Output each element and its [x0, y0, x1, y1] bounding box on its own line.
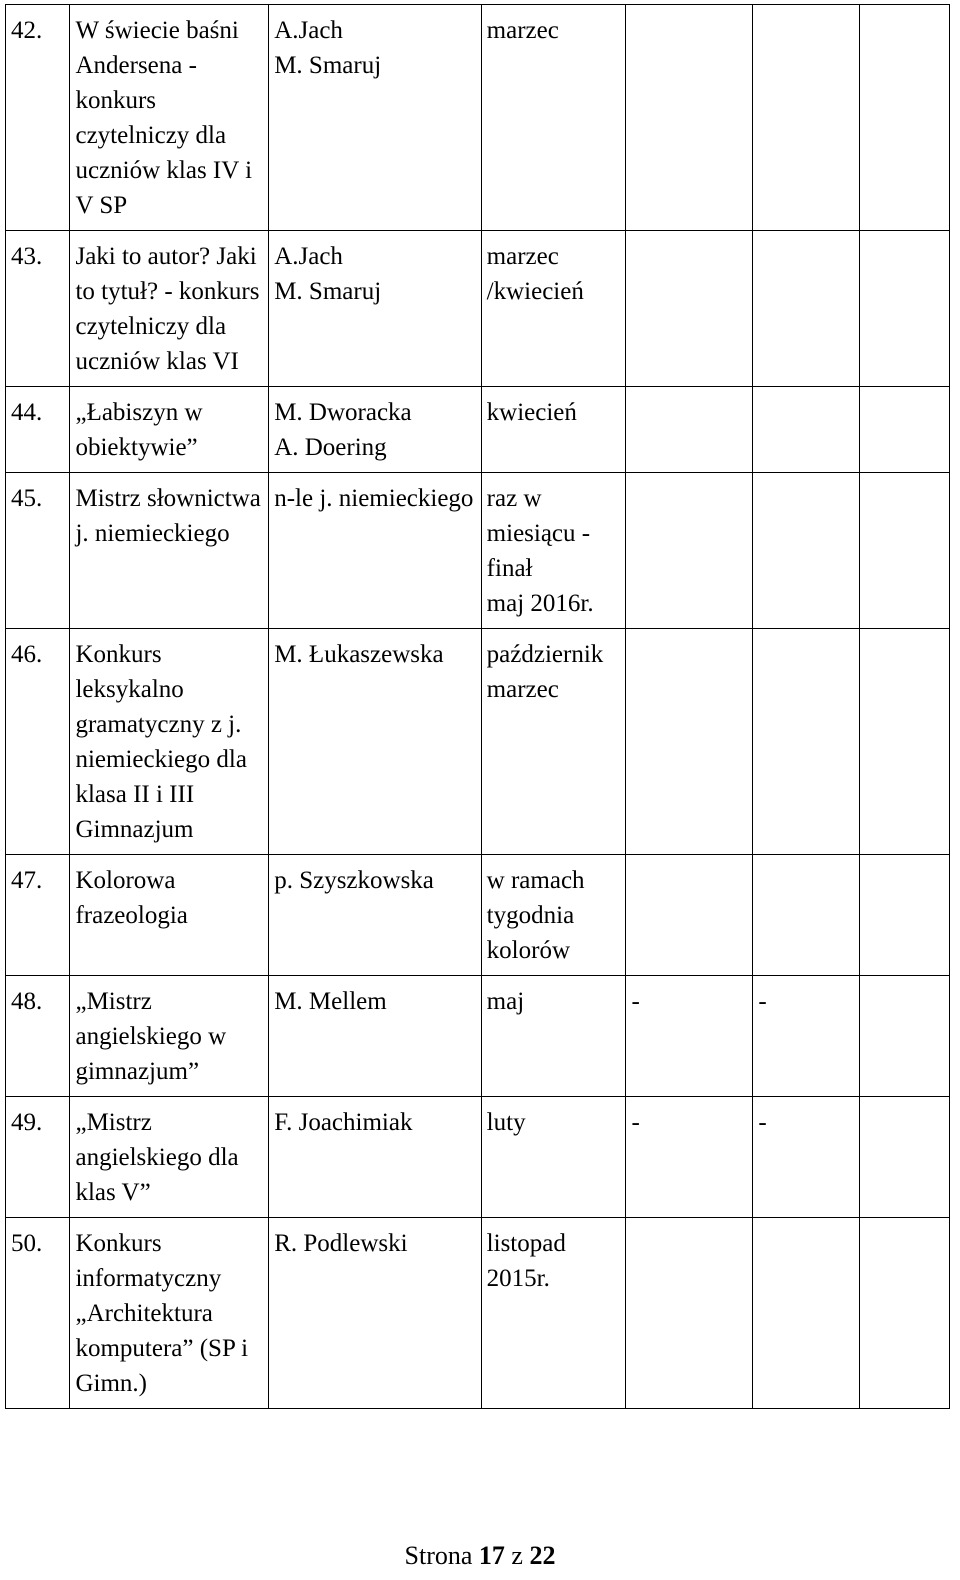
table-row: [6, 1097, 950, 1218]
extra-cell-1: [626, 1218, 753, 1409]
footer-page-total: 22: [529, 1541, 556, 1570]
extra-cell-3: [860, 231, 950, 387]
event-title: Kolorowa frazeologia: [70, 855, 269, 976]
event-title: „Mistrz angielskiego dla klas V”: [70, 1097, 269, 1218]
event-organizer: M. Dworacka A. Doering: [269, 387, 481, 473]
extra-cell-3: [860, 1218, 950, 1409]
extra-cell-1: [626, 5, 753, 231]
event-title: W świecie baśni Andersena - konkurs czytelniczy dla uczniów klas IV i V SP: [70, 5, 269, 231]
row-number: 43.: [6, 231, 70, 387]
event-date: marzec /kwiecień: [481, 231, 626, 387]
extra-cell-3: [860, 976, 950, 1097]
extra-cell-2: -: [753, 976, 860, 1097]
table-row: [6, 387, 950, 473]
footer-separator: z: [511, 1541, 523, 1570]
event-organizer: A.Jach M. Smaruj: [269, 5, 481, 231]
extra-cell-2: [753, 629, 860, 855]
footer-page-number: 17: [478, 1541, 505, 1570]
event-title: Jaki to autor? Jaki to tytuł? - konkurs czytelniczy dla uczniów klas VI: [70, 231, 269, 387]
row-number: 47.: [6, 855, 70, 976]
event-organizer: M. Mellem: [269, 976, 481, 1097]
row-number: 48.: [6, 976, 70, 1097]
extra-cell-1: [626, 387, 753, 473]
event-date: marzec: [481, 5, 626, 231]
event-date: październik marzec: [481, 629, 626, 855]
event-date: w ramach tygodnia kolorów: [481, 855, 626, 976]
table-row: [6, 231, 950, 387]
event-title: Konkurs informatyczny „Architektura komputera” (SP i Gimn.): [70, 1218, 269, 1409]
extra-cell-3: [860, 855, 950, 976]
extra-cell-2: [753, 5, 860, 231]
event-organizer: R. Podlewski: [269, 1218, 481, 1409]
event-organizer: M. Łukaszewska: [269, 629, 481, 855]
extra-cell-1: [626, 629, 753, 855]
extra-cell-3: [860, 473, 950, 629]
event-date: luty: [481, 1097, 626, 1218]
table-row: [6, 5, 950, 231]
table-row: [6, 855, 950, 976]
extra-cell-3: [860, 387, 950, 473]
row-number: 44.: [6, 387, 70, 473]
table-row: [6, 629, 950, 855]
event-date: raz w miesiącu - finał maj 2016r.: [481, 473, 626, 629]
extra-cell-2: [753, 231, 860, 387]
row-number: 42.: [6, 5, 70, 231]
event-title: Konkurs leksykalno gramatyczny z j. niemieckiego dla klasa II i III Gimnazjum: [70, 629, 269, 855]
events-table-body: [6, 5, 950, 1409]
event-organizer: p. Szyszkowska: [269, 855, 481, 976]
event-organizer: A.Jach M. Smaruj: [269, 231, 481, 387]
table-row: [6, 1218, 950, 1409]
row-number: 45.: [6, 473, 70, 629]
footer-prefix: Strona: [404, 1541, 473, 1570]
extra-cell-1: -: [626, 1097, 753, 1218]
events-table: [5, 4, 950, 1409]
extra-cell-2: -: [753, 1097, 860, 1218]
row-number: 49.: [6, 1097, 70, 1218]
extra-cell-3: [860, 5, 950, 231]
event-date: kwiecień: [481, 387, 626, 473]
extra-cell-2: [753, 855, 860, 976]
event-title: „Łabiszyn w obiektywie”: [70, 387, 269, 473]
row-number: 50.: [6, 1218, 70, 1409]
row-number: 46.: [6, 629, 70, 855]
event-date: maj: [481, 976, 626, 1097]
extra-cell-2: [753, 387, 860, 473]
event-organizer: n-le j. niemieckiego: [269, 473, 481, 629]
extra-cell-1: -: [626, 976, 753, 1097]
extra-cell-2: [753, 1218, 860, 1409]
extra-cell-3: [860, 1097, 950, 1218]
event-title: „Mistrz angielskiego w gimnazjum”: [70, 976, 269, 1097]
event-organizer: F. Joachimiak: [269, 1097, 481, 1218]
page-footer: [0, 1541, 960, 1571]
event-date: listopad 2015r.: [481, 1218, 626, 1409]
extra-cell-1: [626, 855, 753, 976]
extra-cell-1: [626, 231, 753, 387]
event-title: Mistrz słownictwa j. niemieckiego: [70, 473, 269, 629]
table-row: [6, 473, 950, 629]
extra-cell-1: [626, 473, 753, 629]
table-row: [6, 976, 950, 1097]
extra-cell-2: [753, 473, 860, 629]
extra-cell-3: [860, 629, 950, 855]
